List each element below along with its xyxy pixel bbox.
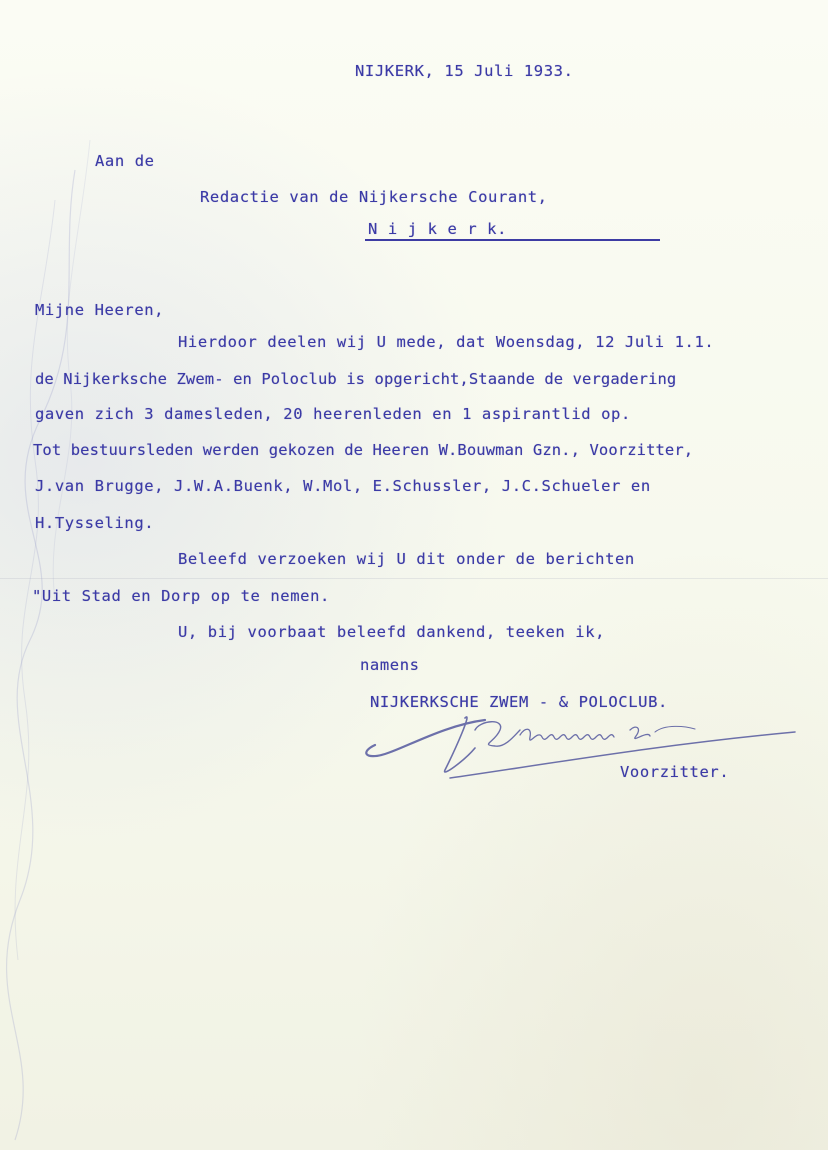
body-line-2: de Nijkerksche Zwem- en Poloclub is opgericht,Staande de vergadering [35,370,677,388]
addressee-line1: Aan de [95,152,155,170]
body-line-1: Hierdoor deelen wij U mede, dat Woensdag, 12 Juli 1.1. [178,333,715,351]
addressee-city: N i j k e r k. [368,220,508,238]
city-underline [365,239,660,241]
body-line-5: J.van Brugge, J.W.A.Buenk, W.Mol, E.Schussler, J.C.Schueler en [35,477,651,495]
body-line-3: gaven zich 3 damesleden, 20 heerenleden en 1 aspirantlid op. [35,405,631,423]
place-date: NIJKERK, 15 Juli 1933. [355,62,574,80]
body-line-6: H.Tysseling. [35,514,155,532]
handwritten-signature [355,690,805,790]
body-line-4: Tot bestuursleden werden gekozen de Heeren W.Bouwman Gzn., Voorzitter, [33,441,694,459]
paper-fold [0,578,828,579]
signer-title: Voorzitter. [620,763,730,781]
salutation: Mijne Heeren, [35,301,165,319]
namens-line: namens [360,656,420,674]
request-line-2: "Uit Stad en Dorp op te nemen. [32,587,330,605]
closing-line: U, bij voorbaat beleefd dankend, teeken ik, [178,623,606,641]
request-line-1: Beleefd verzoeken wij U dit onder de berichten [178,550,635,568]
addressee-line2: Redactie van de Nijkersche Courant, [200,188,548,206]
club-name: NIJKERKSCHE ZWEM - & POLOCLUB. [370,693,668,711]
